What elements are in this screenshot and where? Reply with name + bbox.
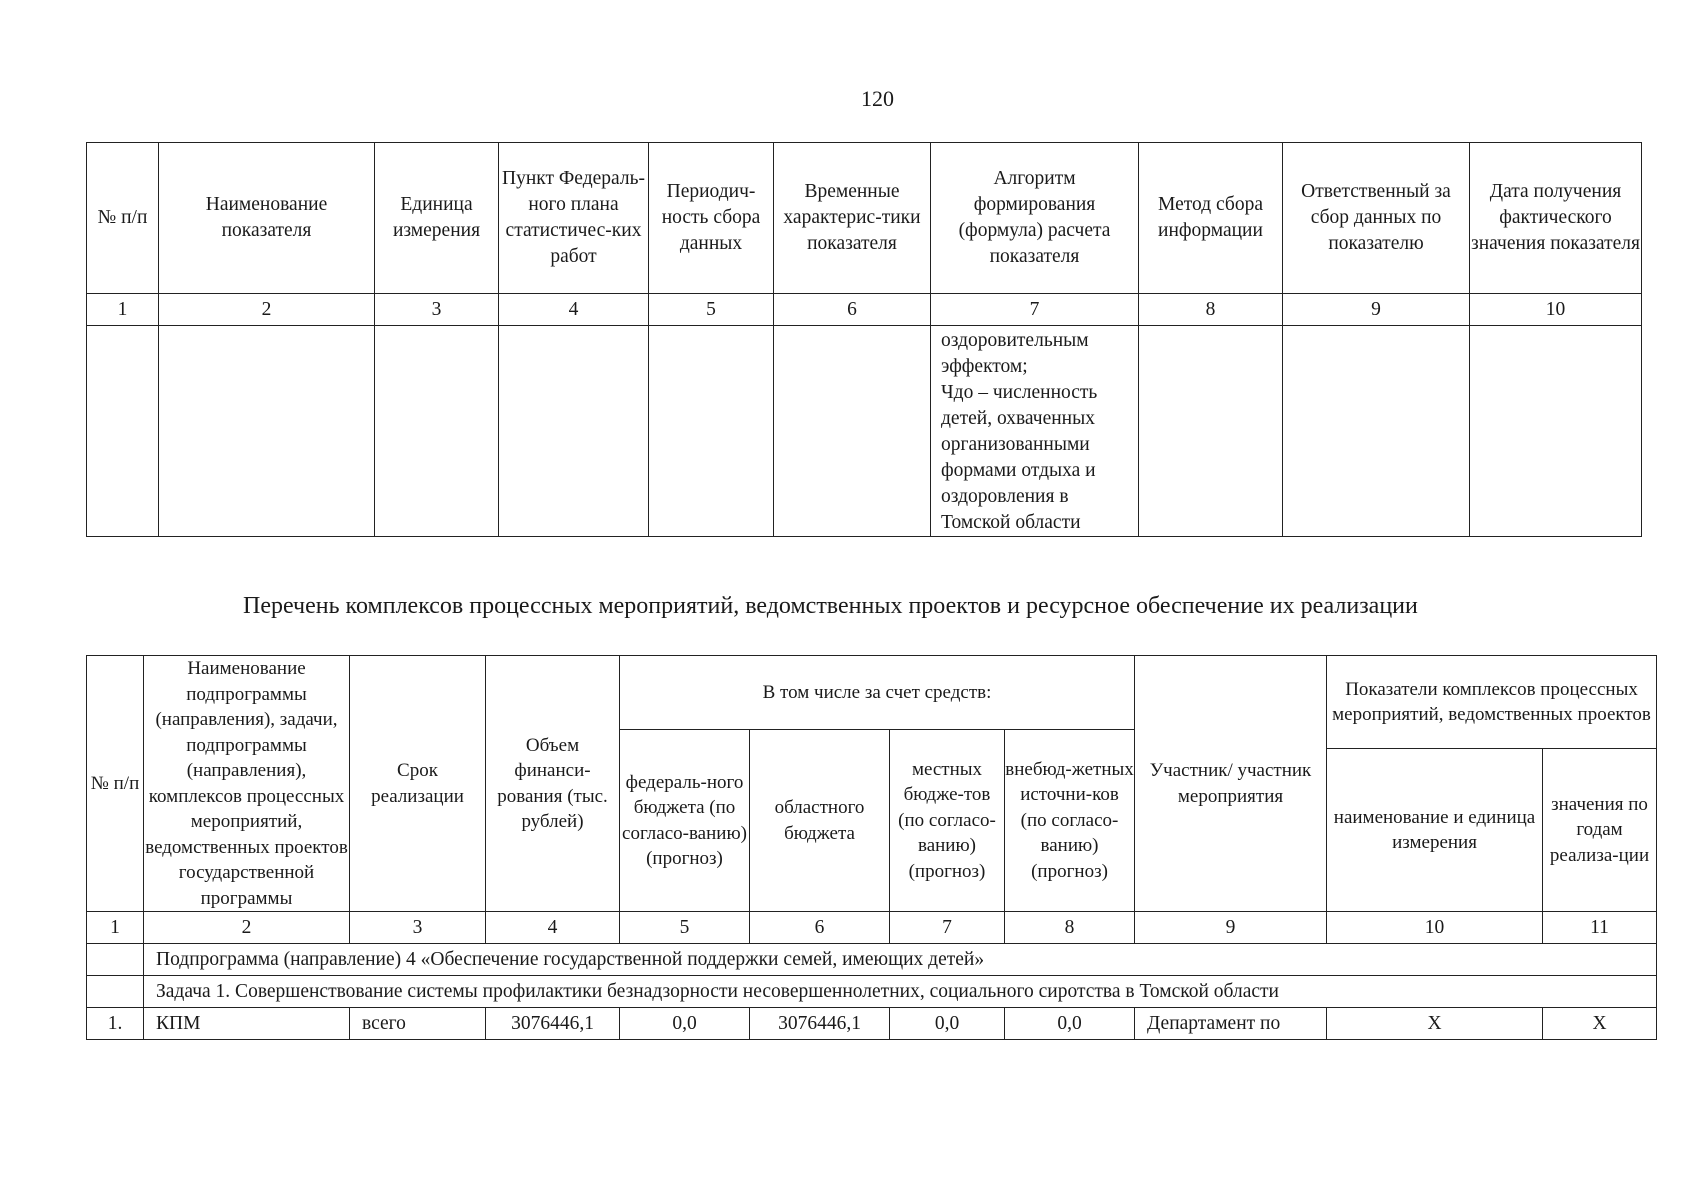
column-number: 11: [1543, 912, 1657, 944]
header-indicators: Показатели комплексов процессных мероприятий, ведомственных проектов: [1327, 656, 1657, 749]
process-complexes-table: [86, 655, 1657, 1040]
algorithm-line: оздоровительным: [941, 330, 1089, 351]
header-time-characteristics: Временные характерис-тики показателя: [774, 143, 931, 294]
empty-cell: [1283, 326, 1470, 537]
column-number: 10: [1327, 912, 1543, 944]
task-row: Задача 1. Совершенствование системы профилактики безнадзорности несовершеннолетних, социального сиротства в Томской области: [144, 976, 1657, 1008]
header-num: № п/п: [87, 143, 159, 294]
row-extra: 0,0: [1005, 1008, 1135, 1040]
column-number: 1: [87, 912, 144, 944]
header-fpsr-item: Пункт Федераль-ного плана статистичес-ких работ: [499, 143, 649, 294]
header-indicator-name: Наименование показателя: [159, 143, 375, 294]
header-term: Срок реализации: [350, 656, 486, 912]
column-number: 9: [1283, 294, 1470, 326]
header-indicator-values: значения по годам реализа-ции: [1543, 749, 1657, 912]
header-responsible: Ответственный за сбор данных по показателю: [1283, 143, 1470, 294]
row-name: КПМ: [144, 1008, 350, 1040]
header-federal-budget: федераль-ного бюджета (по согласо-ванию) (прогноз): [620, 730, 750, 912]
header-unit: Единица измерения: [375, 143, 499, 294]
algorithm-line: детей, охваченных: [941, 408, 1095, 429]
header-num: № п/п: [87, 656, 144, 912]
empty-cell: [1470, 326, 1642, 537]
column-number: 2: [159, 294, 375, 326]
algorithm-line: организованными: [941, 434, 1090, 455]
row-regional: 3076446,1: [750, 1008, 890, 1040]
column-number: 2: [144, 912, 350, 944]
header-local-budgets: местных бюдже-тов (по согласо-ванию) (прогноз): [890, 730, 1005, 912]
subprogram-row: Подпрограмма (направление) 4 «Обеспечение государственной поддержки семей, имеющих детей»: [144, 944, 1657, 976]
column-number: 5: [649, 294, 774, 326]
empty-cell: [499, 326, 649, 537]
empty-cell: [87, 326, 159, 537]
empty-cell: [87, 944, 144, 976]
column-number: 6: [774, 294, 931, 326]
section-title: Перечень комплексов процессных мероприятий, ведомственных проектов и ресурсное обеспечение их реализации: [243, 593, 1418, 619]
header-regional-budget: областного бюджета: [750, 730, 890, 912]
column-number: 8: [1139, 294, 1283, 326]
header-funding-volume: Объем финанси-рования (тыс. рублей): [486, 656, 620, 912]
row-number: 1.: [87, 1008, 144, 1040]
column-number: 3: [375, 294, 499, 326]
column-number: 7: [890, 912, 1005, 944]
header-program-name: Наименование подпрограммы (направления), задачи, подпрограммы (направления), комплексов процессных мероприятий, ведомственных проектов государственной программы: [144, 656, 350, 912]
algorithm-line: формами отдыха и: [941, 460, 1096, 481]
empty-cell: [649, 326, 774, 537]
empty-cell: [1139, 326, 1283, 537]
row-indicator-values: X: [1543, 1008, 1657, 1040]
algorithm-line: оздоровления в: [941, 486, 1069, 507]
algorithm-cell: [931, 326, 1139, 537]
empty-cell: [774, 326, 931, 537]
column-number: 4: [499, 294, 649, 326]
column-number: 8: [1005, 912, 1135, 944]
row-term: всего: [350, 1008, 486, 1040]
algorithm-line: Томской области: [941, 512, 1081, 533]
page-number: 120: [861, 86, 894, 111]
empty-cell: [375, 326, 499, 537]
column-number: 10: [1470, 294, 1642, 326]
empty-cell: [159, 326, 375, 537]
algorithm-line: эффектом;: [941, 356, 1028, 377]
row-volume: 3076446,1: [486, 1008, 620, 1040]
column-number: 7: [931, 294, 1139, 326]
column-number: 4: [486, 912, 620, 944]
header-including-funds: В том числе за счет средств:: [620, 656, 1135, 730]
header-participant: Участник/ участник мероприятия: [1135, 656, 1327, 912]
header-actual-date: Дата получения фактического значения показателя: [1470, 143, 1642, 294]
row-participant: Департамент по: [1135, 1008, 1327, 1040]
header-collection-method: Метод сбора информации: [1139, 143, 1283, 294]
empty-cell: [87, 976, 144, 1008]
row-indicator-name: X: [1327, 1008, 1543, 1040]
column-number: 9: [1135, 912, 1327, 944]
column-number: 5: [620, 912, 750, 944]
header-algorithm: Алгоритм формирования (формула) расчета показателя: [931, 143, 1139, 294]
indicators-table: [86, 142, 1642, 537]
column-number: 6: [750, 912, 890, 944]
column-number: 3: [350, 912, 486, 944]
header-periodicity: Периодич-ность сбора данных: [649, 143, 774, 294]
algorithm-line: Чдо – численность: [941, 382, 1098, 403]
column-number: 1: [87, 294, 159, 326]
row-local: 0,0: [890, 1008, 1005, 1040]
header-indicator-name-unit: наименование и единица измерения: [1327, 749, 1543, 912]
row-federal: 0,0: [620, 1008, 750, 1040]
header-extrabudgetary: внебюд-жетных источни-ков (по согласо-ванию) (прогноз): [1005, 730, 1135, 912]
